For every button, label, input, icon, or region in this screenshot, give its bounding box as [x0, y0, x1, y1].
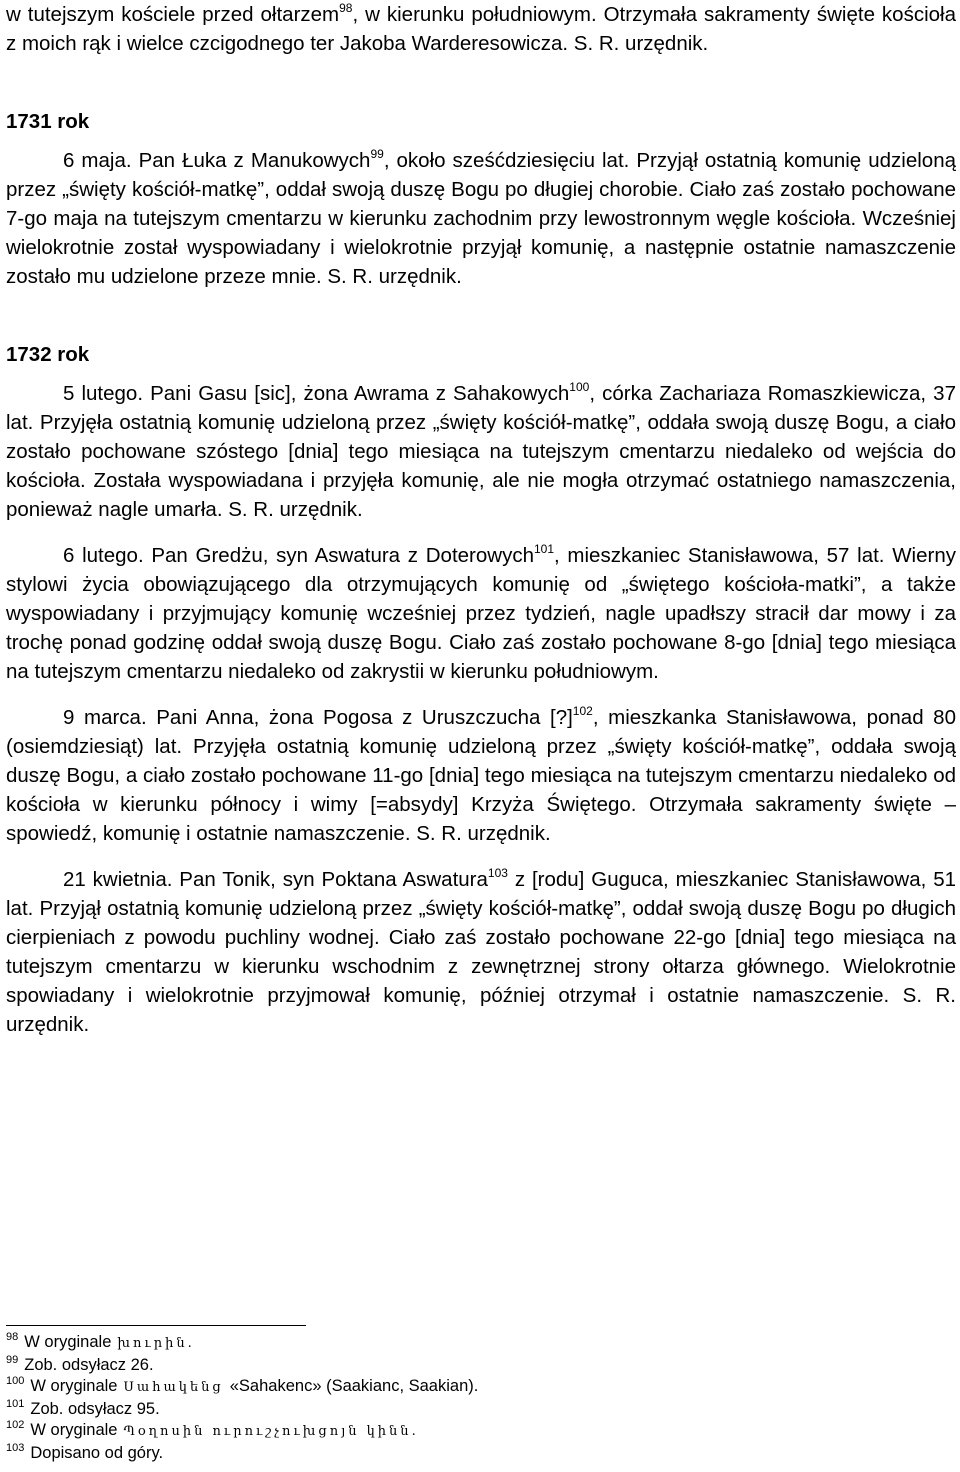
- footnote: [6, 1355, 906, 1377]
- footnote-divider: [6, 1325, 306, 1326]
- entry-text: 5 lutego. Pani Gasu [sic], żona Awrama z Sahakowych: [63, 382, 570, 405]
- armenian-text: Սահակենց: [123, 1380, 224, 1395]
- footnote-text: Dopisano od góry.: [30, 1443, 164, 1462]
- armenian-text: խուրին.: [117, 1336, 195, 1351]
- year-heading-1731: 1731 rok: [6, 110, 90, 133]
- armenian-text: Պօղոսին ուրուշչուխցոյն կինն.: [123, 1424, 419, 1439]
- year-heading-1732: 1732 rok: [6, 343, 90, 366]
- footnote-ref: 99: [370, 147, 384, 161]
- footnote: [6, 1420, 906, 1443]
- footnote-text: Zob. odsyłacz 26.: [24, 1355, 154, 1374]
- entry-text: , około sześćdziesięciu lat. Przyjął ostatnią komunię udzieloną przez „święty kościół-matkę”, oddał swoją duszę Bogu po długiej chorobie. Ciało zaś zostało pochowane 7-go maja na tutejszym cmentarzu w kierunku zachodnim przy lewostronnym węgle kościoła. Wcześniej wielokrotnie został wyspowiadany i wielokrotnie przyjął komunię, a następnie ostatnie namaszczenie zostało mu udzielone przeze mnie. S. R. urzędnik.: [6, 149, 956, 288]
- entry-paragraph: [6, 703, 956, 848]
- footnotes-section: [6, 1325, 906, 1464]
- footnote-text: «Sahakenc» (Saakianc, Saakian).: [229, 1377, 479, 1395]
- entry-text: 9 marca. Pani Anna, żona Pogosa z Uruszczucha [?]: [63, 706, 573, 729]
- entry-text: , córka Zachariaza Romaszkiewicza, 37 lat. Przyjęła ostatnią komunię udzieloną przez „święty kościół-matkę”, oddała swoją duszę Bogu, a ciało zostało pochowane szóstego [dnia] tego miesiąca na tutejszym cmentarzu niedaleko od wejścia do kościoła. Została wyspowiadana i przyjęła komunię, ale nie mogła otrzymać ostatniego namaszczenia, ponieważ nagle umarła. S. R. urzędnik.: [6, 382, 956, 521]
- footnote-ref: 103: [487, 866, 508, 880]
- entry-text: z [rodu] Guguca, mieszkaniec Stanisławowa, 51 lat. Przyjął ostatnią komunię udzieloną przez „święty kościół-matkę”, oddał swoją duszę Bogu po długich cierpieniach z powodu puchliny wodnej. Ciało zaś zostało pochowane 22-go [dnia] tego miesiąca na tutejszym cmentarzu w kierunku wschodnim z zewnętrznej strony ołtarza głównego. Wielokrotnie spowiadany i wielokrotnie przyjmował komunię, później otrzymał i ostatnie namaszczenie. S. R. urzędnik.: [6, 868, 956, 1036]
- footnote: [6, 1443, 906, 1465]
- entry-text: 6 maja. Pan Łuka z Manukowych: [63, 149, 371, 172]
- footnote-text: Zob. odsyłacz 95.: [30, 1399, 160, 1418]
- entry-paragraph-continuation: [6, 0, 956, 58]
- footnote-number: 103: [6, 1441, 25, 1454]
- footnote-number: 98: [6, 1331, 19, 1343]
- entry-text: , mieszkaniec Stanisławowa, 57 lat. Wierny stylowi życia obowiązującego dla otrzymujących komunię od „świętego kościoła-matki”, a także wyspowiadany i przyjmujący komunię wcześniej przez tydzień, nagle upadłszy stracił dar mowy i za trochę ponad godzinę oddał swoją duszę Bogu. Ciało zaś zostało pochowane 8-go [dnia] tego miesiąca na tutejszym cmentarzu niedaleko od zakrystii w kierunku południowym.: [6, 544, 956, 683]
- footnote-text: W oryginale: [30, 1377, 118, 1395]
- footnote-number: 102: [6, 1419, 25, 1431]
- entry-text: 21 kwietnia. Pan Tonik, syn Poktana Aswatura: [63, 868, 488, 891]
- footnote-ref: 100: [569, 380, 590, 394]
- footnote-number: 101: [6, 1397, 25, 1410]
- entry-paragraph: [6, 865, 956, 1039]
- entry-paragraph: [6, 379, 956, 524]
- entry-paragraph: [6, 146, 956, 291]
- footnote: [6, 1376, 906, 1399]
- footnote-ref: 98: [339, 1, 353, 15]
- footnote-text: W oryginale: [30, 1421, 118, 1439]
- entry-text: , mieszkanka Stanisławowa, ponad 80 (osiemdziesiąt) lat. Przyjęła ostatnią komunię udzieloną przez „święty kościół-matkę”, oddała swoją duszę Bogu, a ciało zostało pochowane 11-go [dnia] tego miesiąca na tutejszym cmentarzu niedaleko od kościoła w kierunku północy i wimy [=absydy] Krzyża Świętego. Otrzymała sakramenty święte – spowiedź, komunię i ostatnie namaszczenie. S. R. urzędnik.: [6, 706, 956, 845]
- footnote-text: W oryginale: [24, 1333, 112, 1351]
- footnote-number: 99: [6, 1353, 19, 1366]
- footnote: [6, 1332, 906, 1355]
- footnote-ref: 102: [572, 704, 593, 718]
- footnote-ref: 101: [533, 542, 555, 556]
- footnote: [6, 1399, 906, 1421]
- entry-paragraph: [6, 541, 956, 686]
- entry-text: w tutejszym kościele przed ołtarzem: [6, 3, 340, 26]
- entry-text: , w kierunku południowym. Otrzymała sakramenty święte kościoła z moich rąk i wielce czcigodnego ter Jakoba Warderesowicza. S. R. urzędnik.: [6, 3, 956, 55]
- footnote-number: 100: [6, 1375, 25, 1387]
- entry-text: 6 lutego. Pan Gredżu, syn Aswatura z Doterowych: [63, 544, 534, 567]
- document-page: [6, 0, 956, 1039]
